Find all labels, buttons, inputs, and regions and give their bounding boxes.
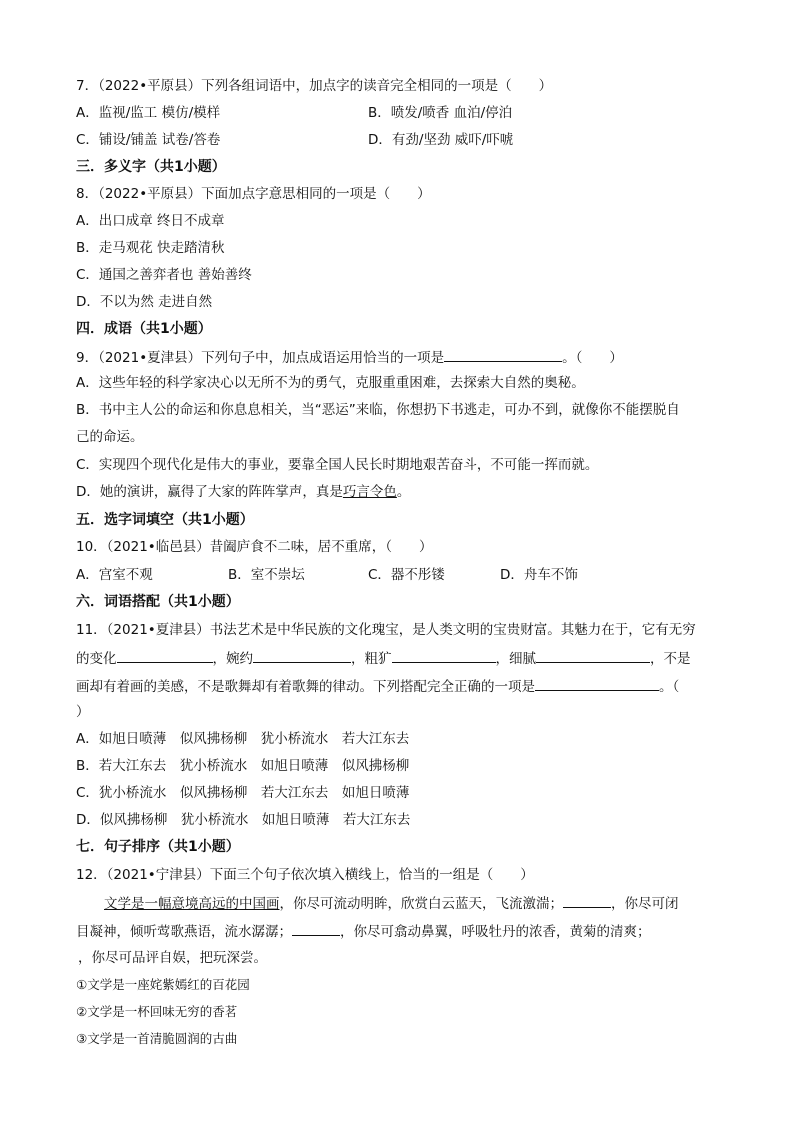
q9-option-a: A．这些年轻的科学家决心以无所不为的勇气，克服重重困难，去探索大自然的奥秘。 [76, 375, 585, 391]
q11-text-e: ，不是 [650, 651, 691, 667]
q7-option-a: A．监视/监工 模仿/模样 [76, 105, 221, 121]
q10-option-d: D．舟车不饰 [500, 567, 578, 583]
q11-option-d: D．似风拂杨柳 犹小桥流水 如旭日喷薄 若大江东去 [76, 812, 411, 828]
q8-option-d: D．不以为然 走进自然 [76, 294, 213, 310]
q9-option-b-line1: B．书中主人公的命运和你息息相关，当“恶运”来临，你想扔下书逃走，可办不到，就像你不能摆脱自 [76, 402, 680, 418]
q12-passage-text-b: ，你尽可闭 [611, 896, 679, 912]
q7-stem: 7．（2022•平原县）下列各组词语中，加点字的读音完全相同的一项是（ ） [76, 78, 553, 94]
q12-stem: 12．（2021•宁津县）下面三个句子依次填入横线上，恰当的一组是（ ） [76, 867, 534, 883]
q12-passage-underlined: 文学是一幅意境高远的中国画 [104, 896, 280, 912]
q8-option-b: B．走马观花 快走踏清秋 [76, 240, 225, 256]
q11-line1: 11．（2021•夏津县）书法艺术是中华民族的文化瑰宝，是人类文明的宝贵财富。其魅力在于，它有无穷 [76, 622, 696, 638]
section-heading-7: 七．句子排序（共1小题） [76, 839, 240, 855]
q11-line2 [76, 648, 691, 668]
q9-stem [76, 347, 623, 367]
q10-option-b: B．室不崇坛 [228, 567, 305, 583]
section-heading-3: 三．多义字（共1小题） [76, 159, 226, 175]
q8-option-c: C．通国之善弈者也 善始善终 [76, 267, 252, 283]
q9-option-d-end: 。 [396, 484, 411, 500]
q9-option-d [76, 483, 410, 501]
q12-passage-text-d: ，你尽可翕动鼻翼，呼吸牡丹的浓香，黄菊的清爽； [340, 924, 651, 940]
q11-line3 [76, 676, 679, 696]
q12-blank-1[interactable] [563, 893, 611, 908]
q8-option-a: A．出口成章 终日不成章 [76, 213, 225, 229]
q11-blank-4[interactable] [536, 648, 650, 663]
q11-blank-2[interactable] [253, 648, 351, 663]
q11-blank-3[interactable] [392, 648, 496, 663]
q11-text-b: ，婉约 [212, 651, 253, 667]
q9-answer-blank[interactable] [444, 347, 562, 362]
q12-passage-text-c: 目凝神，倾听莺歌燕语，流水潺潺； [76, 924, 292, 940]
q11-blank-1[interactable] [117, 648, 213, 663]
q11-text-g: 。（ [659, 679, 680, 695]
q7-option-b: B．喷发/喷香 血泊/停泊 [368, 105, 513, 121]
q12-passage-line3 [76, 948, 267, 967]
q11-text-d: ，细腻 [495, 651, 536, 667]
q12-blank-2[interactable] [292, 921, 340, 936]
q12-sentence-1: ①文学是一座姹紫嫣红的百花园 [76, 977, 250, 992]
q9-option-c: C．实现四个现代化是伟大的事业，要靠全国人民长时期地艰苦奋斗，不可能一挥而就。 [76, 457, 599, 473]
q12-passage-line2 [76, 921, 651, 941]
q9-stem-text: 9．（2021•夏津县）下列句子中，加点成语运用恰当的一项是 [76, 350, 445, 366]
q11-line4: ） [76, 704, 90, 720]
q10-option-c: C．器不彤镂 [368, 567, 445, 583]
q10-stem: 10．（2021•临邑县）昔阖庐食不二味，居不重席，（ ） [76, 539, 433, 555]
q12-sentence-3: ③文学是一首清脆圆润的古曲 [76, 1031, 238, 1046]
q9-option-d-text: D．她的演讲，赢得了大家的阵阵掌声，真是 [76, 484, 343, 500]
q11-option-a: A．如旭日喷薄 似风拂杨柳 犹小桥流水 若大江东去 [76, 731, 410, 747]
q11-text-f: 画却有着画的美感，不是歌舞却有着歌舞的律动。下列搭配完全正确的一项是 [76, 679, 535, 695]
q12-passage-line1 [104, 893, 679, 913]
q12-sentence-2: ②文学是一杯回味无穷的香茗 [76, 1004, 238, 1019]
q11-option-c: C．犹小桥流水 似风拂杨柳 若大江东去 如旭日喷薄 [76, 785, 410, 801]
q11-option-b: B．若大江东去 犹小桥流水 如旭日喷薄 似风拂杨柳 [76, 758, 410, 774]
q11-text-a: 的变化 [76, 651, 117, 667]
q8-stem: 8．（2022•平原县）下面加点字意思相同的一项是（ ） [76, 186, 431, 202]
q12-passage-text-e: ，你尽可品评自娱，把玩深尝。 [78, 950, 267, 966]
q11-text-c: ，粗犷 [351, 651, 392, 667]
section-heading-6: 六．词语搭配（共1小题） [76, 594, 240, 610]
q11-answer-blank[interactable] [535, 676, 659, 691]
q9-option-b-line2: 己的命运。 [76, 429, 144, 445]
q9-stem-end: 。（ ） [562, 350, 623, 366]
q10-option-a: A．宫室不观 [76, 567, 153, 583]
q7-option-c: C．铺设/铺盖 试卷/答卷 [76, 132, 221, 148]
q7-option-d: D．有劲/坚劲 威吓/吓唬 [368, 132, 514, 148]
section-heading-4: 四．成语（共1小题） [76, 321, 212, 337]
section-heading-5: 五．选字词填空（共1小题） [76, 512, 254, 528]
q9-option-d-underlined: 巧言令色 [342, 484, 397, 500]
q12-passage-text-a: ，你尽可流动明眸，欣赏白云蓝天，飞流激湍； [279, 896, 563, 912]
